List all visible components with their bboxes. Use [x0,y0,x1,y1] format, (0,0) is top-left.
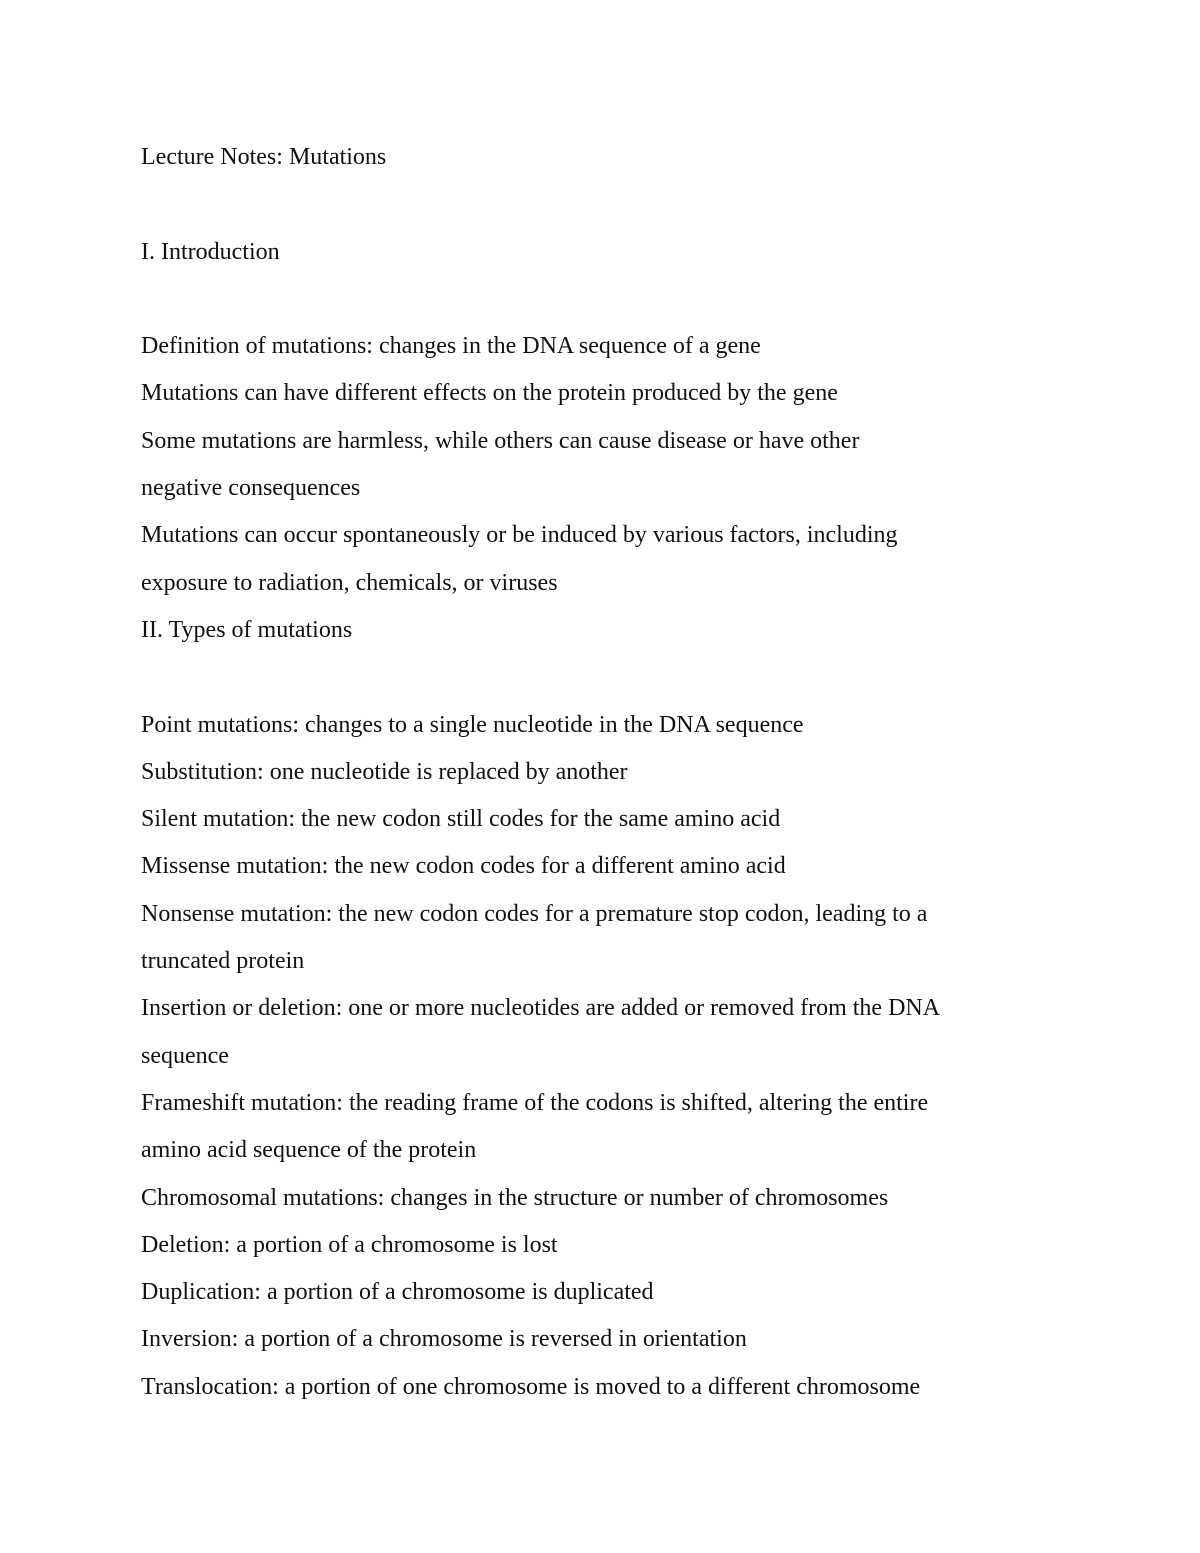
text-line: negative consequences [141,475,361,502]
blank-line [141,181,1071,228]
text-line: Silent mutation: the new codon still codes for the same amino acid [141,806,781,833]
blank-line [141,276,1071,323]
text-line: Inversion: a portion of a chromosome is reversed in orientation [141,1326,747,1353]
text-line: Point mutations: changes to a single nucleotide in the DNA sequence [141,711,804,738]
text-line: sequence [141,1042,229,1069]
text-line: Substitution: one nucleotide is replaced by another [141,758,628,785]
text-line: Translocation: a portion of one chromosome is moved to a different chromosome [141,1373,921,1400]
blank-line [141,654,1071,701]
section-heading-introduction: I. Introduction [141,238,280,265]
text-line: Mutations can have different effects on the protein produced by the gene [141,380,838,407]
text-line: exposure to radiation, chemicals, or viruses [141,569,558,596]
section-heading-types-of-mutations: II. Types of mutations [141,616,353,643]
text-line: Frameshift mutation: the reading frame of the codons is shifted, altering the entire [141,1089,929,1116]
text-line: Insertion or deletion: one or more nucleotides are added or removed from the DNA [141,995,941,1022]
text-line: Mutations can occur spontaneously or be induced by various factors, including [141,522,898,549]
text-line: Definition of mutations: changes in the DNA sequence of a gene [141,333,761,360]
text-line: Duplication: a portion of a chromosome is duplicated [141,1279,654,1306]
text-line: Some mutations are harmless, while others can cause disease or have other [141,427,860,454]
text-line: Missense mutation: the new codon codes for a different amino acid [141,853,786,880]
text-line: amino acid sequence of the protein [141,1137,477,1164]
document-body [141,134,1071,1411]
document-title: Lecture Notes: Mutations [141,144,387,170]
text-line: Deletion: a portion of a chromosome is lost [141,1231,558,1258]
text-line: truncated protein [141,948,305,975]
text-line: Chromosomal mutations: changes in the structure or number of chromosomes [141,1184,889,1211]
text-line: Nonsense mutation: the new codon codes for a premature stop codon, leading to a [141,900,928,927]
